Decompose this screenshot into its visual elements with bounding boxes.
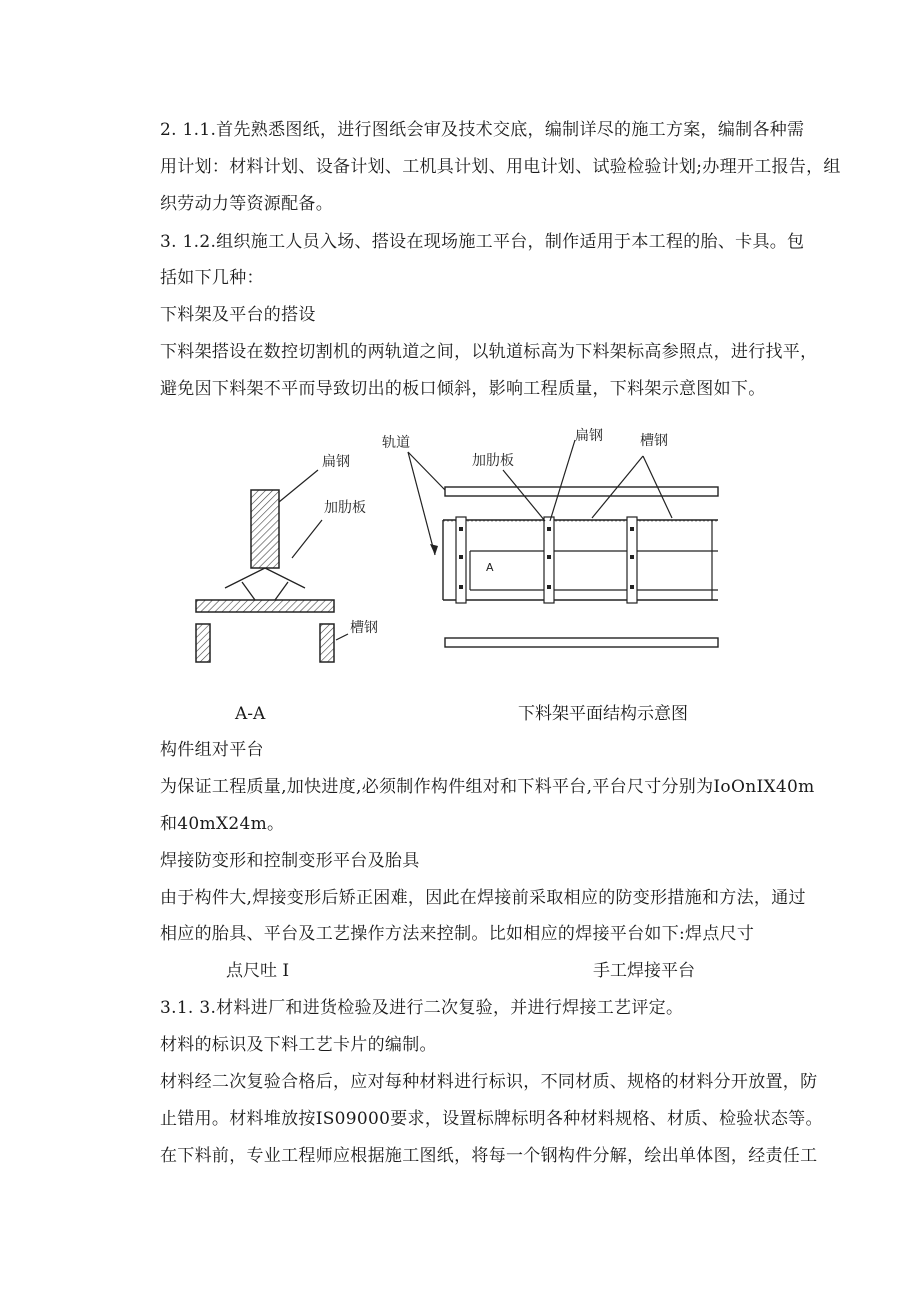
- weld-caption-left: 点尺吐 I: [226, 961, 290, 981]
- weld-caption-right: 手工焊接平台: [593, 961, 695, 981]
- channel-steel-right-shape: [320, 624, 334, 662]
- section-heading-assembly-platform: 构件组对平台: [160, 740, 264, 760]
- base-plate-shape: [196, 600, 334, 612]
- section-heading-weld-deformation: 焊接防变形和控制变形平台及胎具: [160, 851, 420, 871]
- section-heading-cutting-frame: 下料架及平台的搭设: [160, 305, 316, 325]
- label-rib-plate-right: 加肋板: [472, 453, 514, 469]
- figure-caption-section: A-A: [235, 704, 266, 724]
- paragraph-1-line-3: 织劳动力等资源配备。: [160, 194, 333, 214]
- label-flat-steel-left: 扁钢: [322, 454, 350, 470]
- label-rail: 轨道: [382, 435, 410, 451]
- channel-steel-left-shape: [196, 624, 210, 662]
- section-a-a-drawing: [196, 453, 378, 662]
- paragraph-1-line-2: 用计划：材料计划、设备计划、工机具计划、用电计划、试验检验计划;办理开工报告，组: [160, 157, 841, 177]
- label-channel-steel-right: 槽钢: [640, 433, 668, 449]
- flat-steel-shape: [251, 490, 279, 568]
- paragraph-3-line-2: 避免因下料架不平而导致切出的板口倾斜，影响工程质量，下料架示意图如下。: [160, 379, 766, 399]
- paragraph-5-line-1: 由于构件大,焊接变形后矫正困难，因此在焊接前采取相应的防变形措施和方法，通过: [160, 888, 806, 908]
- paragraph-2-line-2: 括如下几种：: [160, 268, 264, 288]
- section-heading-material-marking: 材料的标识及下料工艺卡片的编制。: [160, 1035, 437, 1055]
- label-flat-steel-right: 扁钢: [575, 428, 603, 444]
- figure-caption-plan: 下料架平面结构示意图: [518, 704, 688, 724]
- paragraph-5-line-2: 相应的胎具、平台及工艺操作方法来控制。比如相应的焊接平台如下:焊点尺寸: [160, 924, 755, 944]
- paragraph-7-line-2: 止错用。材料堆放按IS09000要求，设置标牌标明各种材料规格、材质、检验状态等。: [160, 1109, 823, 1129]
- label-channel-steel-left: 槽钢: [350, 620, 378, 636]
- plan-view-drawing: [382, 427, 718, 647]
- paragraph-4-line-2: 和40mX24m。: [160, 814, 285, 834]
- paragraph-6: 3.1. 3.材料进厂和进货检验及进行二次复验，并进行焊接工艺评定。: [160, 998, 684, 1018]
- label-section-mark: A: [486, 561, 494, 574]
- label-rib-plate-left: 加肋板: [324, 500, 366, 516]
- paragraph-1-line-1: 2. 1.1.首先熟悉图纸，进行图纸会审及技术交底，编制详尽的施工方案，编制各种需: [160, 120, 805, 140]
- cutting-frame-diagram: [180, 420, 740, 670]
- paragraph-2-line-1: 3. 1.2.组织施工人员入场、搭设在现场施工平台，制作适用于本工程的胎、卡具。包: [160, 232, 805, 252]
- paragraph-7-line-1: 材料经二次复验合格后，应对每种材料进行标识，不同材质、规格的材料分开放置，防: [160, 1072, 818, 1092]
- paragraph-4-line-1: 为保证工程质量,加快进度,必须制作构件组对和下料平台,平台尺寸分别为IoOnIX40m: [160, 777, 815, 797]
- paragraph-3-line-1: 下料架搭设在数控切割机的两轨道之间，以轨道标高为下料架标高参照点，进行找平，: [160, 342, 818, 362]
- paragraph-8: 在下料前，专业工程师应根据施工图纸，将每一个钢构件分解，绘出单体图，经责任工: [160, 1146, 818, 1166]
